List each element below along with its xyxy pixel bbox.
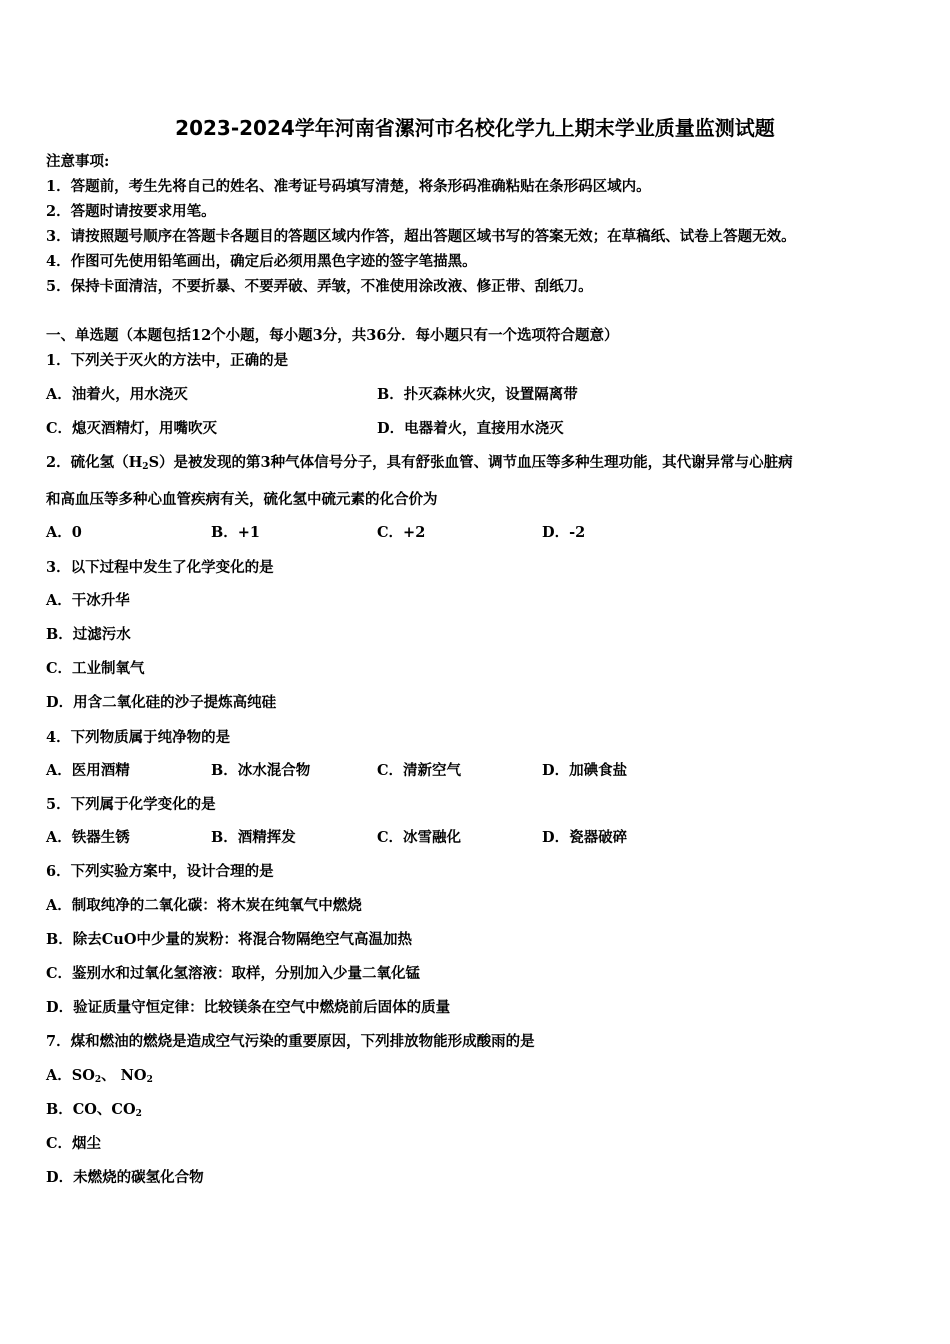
question-3-option-a: A．干冰升华 xyxy=(46,592,130,609)
question-4-stem: 4．下列物质属于纯净物的是 xyxy=(46,729,231,746)
question-5-option-c: C．冰雪融化 xyxy=(377,829,462,846)
question-7-option-c: C．烟尘 xyxy=(46,1135,102,1152)
question-3-option-b: B．过滤污水 xyxy=(46,626,131,643)
question-3-stem: 3．以下过程中发生了化学变化的是 xyxy=(46,559,274,576)
question-5-option-a: A．铁器生锈 xyxy=(46,829,130,846)
question-3-option-d: D．用含二氧化硅的沙子提炼高纯硅 xyxy=(46,694,277,711)
question-6-option-c: C．鉴别水和过氧化氢溶液：取样，分别加入少量二氧化锰 xyxy=(46,965,421,982)
page-title: 2023-2024学年河南省漯河市名校化学九上期末学业质量监测试题 xyxy=(175,116,775,140)
question-1-option-a: A．油着火，用水浇灭 xyxy=(46,386,188,403)
question-6-option-b: B．除去CuO中少量的炭粉：将混合物隔绝空气高温加热 xyxy=(46,931,412,948)
question-7-option-a: A．$SO_2$、 $NO_2$ xyxy=(46,1067,153,1085)
notice-item: 5．保持卡面清洁，不要折暴、不要弄破、弄皱，不准使用涂改液、修正带、刮纸刀。 xyxy=(46,278,593,295)
question-2-option-a: A．0 xyxy=(46,524,82,541)
question-2-stem-line2: 和高血压等多种心血管疾病有关，硫化氢中硫元素的化合价为 xyxy=(46,491,438,508)
question-1-option-c: C．熄灭酒精灯，用嘴吹灭 xyxy=(46,420,218,437)
question-7-stem: 7．煤和燃油的燃烧是造成空气污染的重要原因，下列排放物能形成酸雨的是 xyxy=(46,1033,535,1050)
question-4-option-a: A．医用酒精 xyxy=(46,762,130,779)
question-1-option-b: B．扑灭森林火灾，设置隔离带 xyxy=(377,386,578,403)
question-6-option-d: D．验证质量守恒定律：比较镁条在空气中燃烧前后固体的质量 xyxy=(46,999,451,1016)
question-2-stem: 2．硫化氢$(H_2S)$是被发现的第3种气体信号分子，具有舒张血管、调节血压等多种生理功能，其代谢异常与心脏病 xyxy=(46,454,793,472)
question-3-option-c: C．工业制氧气 xyxy=(46,660,145,677)
question-4-option-b: B．冰水混合物 xyxy=(211,762,311,779)
question-2-option-b: B．+1 xyxy=(211,524,260,541)
section-heading: 一、单选题（本题包括12个小题，每小题3分，共36分．每小题只有一个选项符合题意） xyxy=(46,327,619,344)
question-7-option-d: D．未燃烧的碳氢化合物 xyxy=(46,1169,204,1186)
notice-item: 2．答题时请按要求用笔。 xyxy=(46,203,216,220)
question-5-option-b: B．酒精挥发 xyxy=(211,829,296,846)
question-6-option-a: A．制取纯净的二氧化碳：将木炭在纯氧气中燃烧 xyxy=(46,897,362,914)
question-1-option-d: D．电器着火，直接用水浇灭 xyxy=(377,420,564,437)
question-5-stem: 5．下列属于化学变化的是 xyxy=(46,796,216,813)
notice-heading: 注意事项: xyxy=(46,153,110,170)
question-7-option-b: B．CO、$CO_2$ xyxy=(46,1101,142,1119)
notice-item: 1．答题前，考生先将自己的姓名、准考证号码填写清楚，将条形码准确粘贴在条形码区域内。 xyxy=(46,178,651,195)
notice-item: 4．作图可先使用铅笔画出，确定后必须用黑色字迹的签字笔描黑。 xyxy=(46,253,477,270)
notice-item: 3．请按照题号顺序在答题卡各题目的答题区域内作答，超出答题区域书写的答案无效；在草稿纸、试卷上答题无效。 xyxy=(46,228,796,245)
question-2-option-d: D．-2 xyxy=(542,524,586,541)
question-4-option-d: D．加碘食盐 xyxy=(542,762,628,779)
question-2-option-c: C．+2 xyxy=(377,524,426,541)
question-1-stem: 1．下列关于灭火的方法中，正确的是 xyxy=(46,352,289,369)
question-6-stem: 6．下列实验方案中，设计合理的是 xyxy=(46,863,274,880)
question-4-option-c: C．清新空气 xyxy=(377,762,462,779)
question-5-option-d: D．瓷器破碎 xyxy=(542,829,628,846)
